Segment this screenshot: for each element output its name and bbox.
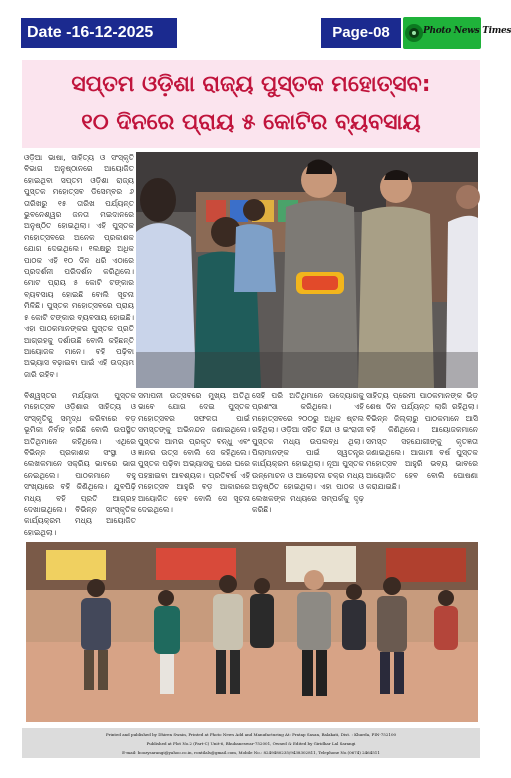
publication-logo: [403, 17, 511, 49]
imprint-line-2: Published at Plot No.2 (Part-C) Unit-6, Bhubaneswar-752001, Owned & Edited by Giridhar Lal Sarangi: [146, 741, 356, 746]
article-column-left: ଓଡ଼ିଆ ଭାଷା, ସାହିତ୍ୟ ଓ ସଂସ୍କୃତି ବିଭାଗ ଅନୁଷ୍ଠାନରେ ଆୟୋଜିତ ହୋଇଥିବା ସପ୍ତମ ଓଡ଼ିଶା ରାଜ୍ୟ ପୁସ୍ତକ ମହୋତ୍ସବ ଡିସେମ୍ବର ୬ ତାରିଖରୁ ୧୫ ତାରିଖ ପର୍ଯ୍ୟନ୍ତ ଭୁବନେଶ୍ୱର ଜନତା ମଇଦାନରେ ଅନୁଷ୍ଠିତ ହୋଇଥିଲା। ଏହି ପୁସ୍ତକ ମହୋତ୍ସବରେ ଅନେକ ପ୍ରକାଶକ ଯୋଗ ଦେଇଥିଲେ। ୧ଲକ୍ଷରୁ ଅଧିକ ପାଠକ ଏହି ୧୦ ଦିନ ଧରି ଏଠାରେ ପ୍ରଦର୍ଶନୀ ପରିଦର୍ଶନ କରିଥିଲେ। ମୋଟ ପ୍ରାୟ ୫ କୋଟି ଟଙ୍କାର ବ୍ୟବସାୟ ହୋଇଛି ବୋଲି ସୂଚନା ମିଳିଛି। ପୁସ୍ତକ ମହୋତ୍ସବରେ ପ୍ରାୟ ୫ କୋଟି ଟଙ୍କାର ବ୍ୟବସାୟ ହୋଇଛି। ଏହା ପାଠକମାନଙ୍କର ପୁସ୍ତକ ପ୍ରତି ଆଗ୍ରହକୁ ଦର୍ଶାଉଛି ବୋଲି କହିଛନ୍ତି ଆୟୋଜକ ମାନେ। ବହି ପଢ଼ିବା ଅଭ୍ୟାସ ବଢ଼ାଇବା ପାଇଁ ଏହି ଉଦ୍ୟମ ଜାରି ରହିବ।: [24, 153, 134, 379]
issue-date: Date -16-12-2025: [21, 18, 177, 48]
headline-line-2: ୧୦ ଦିନରେ ପ୍ରାୟ ୫ କୋଟିର ବ୍ୟବସାୟ: [81, 110, 421, 135]
imprint-footer: [22, 728, 480, 758]
headline-box: [22, 60, 480, 148]
imprint-line-1: Printed and published by Dhiren Swain, Printed at Photo News Add and Manufacturing At: Pratap Sasan, Balakati, Dist. : Khurda, PIN-752100: [105, 732, 397, 737]
headline-line-1: ସପ୍ତମ ଓଡ଼ିଶା ରାଜ୍ୟ ପୁସ୍ତକ ମହୋତ୍ସବ:: [71, 72, 431, 97]
article-column-1: ବିଶ୍ୱସ୍ତର ମର୍ଯ୍ୟାଦା ପୁସ୍ତକ ମହୋତ୍ସବ ଓଡ଼ିଶାର ସାହିତ୍ୟ ଓ ସଂସ୍କୃତିକୁ ସମୃଦ୍ଧ କରିବାରେ ବଡ଼ ଭୂମିକା ନିର୍ବାହ କରିଛି ବୋଲି ଉପସ୍ଥିତ ଅତିଥିମାନେ କହିଥିଲେ। ଏଥିରେ ବିଭିନ୍ନ ପ୍ରକାଶକ ସଂସ୍ଥା ଓ ଲେଖକମାନେ ସକ୍ରିୟ ଭାବରେ ଭାଗ ନେଇଥିଲେ। ପାଠକମାନେ ବହୁ ସଂଖ୍ୟାରେ ବହି କିଣିଥିଲେ। ଯୁବପିଢ଼ି ମଧ୍ୟ ବହି ପ୍ରତି ଆଗ୍ରହ ଦେଖାଇଥିଲେ। ବିଭିନ୍ନ ସାଂସ୍କୃତିକ କାର୍ଯ୍ୟକ୍ରମ ମଧ୍ୟ ଆୟୋଜିତ ହୋଇଥିଲା।: [24, 391, 136, 537]
logo-text: Photo News Times: [423, 26, 511, 36]
page-number: Page-08: [321, 18, 401, 48]
headline: [22, 66, 480, 142]
event-photo-top: [136, 152, 478, 388]
article-column-3: ସେହି ପରି ଅତିଥିମାନେ ଉଦ୍ୟୋଗକୁ ପ୍ରଶଂସା କରିଥିଲେ। ଏହି ମହୋତ୍ସବରେ ୨୦୦ରୁ ଅଧିକ ଷ୍ଟଲ ରହିଥିଲା। ଓଡ଼ିଆ ସହିତ ହିନ୍ଦୀ ଓ ଇଂରାଜୀ ପୁସ୍ତକ ମଧ୍ୟ ଉପଲବ୍ଧ ଥିଲା। ପିଲାମାନଙ୍କ ପାଇଁ ସ୍ୱତନ୍ତ୍ର କାର୍ଯ୍ୟକ୍ରମ ହୋଇଥିଲା। ନୂଆ ପୁସ୍ତକ ଉନ୍ମୋଚନ ଓ ଆଲୋଚନା ଚକ୍ର ମଧ୍ୟ ଅନୁଷ୍ଠିତ ହୋଇଥିଲା। ଏହା ପାଠକ ଓ ଲେଖକଙ୍କ ମଧ୍ୟରେ ସମ୍ପର୍କକୁ ଦୃଢ଼ କରିଛି।: [252, 391, 364, 515]
article-column-4: ସାହିତ୍ୟ ପ୍ରେମୀ ପାଠକମାନଙ୍କ ଭିଡ଼ ଶେଷ ଦିନ ପର୍ଯ୍ୟନ୍ତ ଲାଗି ରହିଥିଲା। ବିଭିନ୍ନ ଜିଲ୍ଲାରୁ ପାଠକମାନେ ଆସି ବହି କିଣିଥିଲେ। ଆୟୋଜକମାନେ ସମସ୍ତ ସହଯୋଗୀଙ୍କୁ କୃତଜ୍ଞତା ଜଣାଇଥିଲେ। ଆଗାମୀ ବର୍ଷ ପୁସ୍ତକ ମହୋତ୍ସବ ଆହୁରି ଭବ୍ୟ ଭାବରେ ଆୟୋଜିତ ହେବ ବୋଲି ଘୋଷଣା କରାଯାଇଛି।: [366, 391, 478, 492]
imprint-line-3: E-mail: boozysarangi@yahoo.co.in, rontilals@gmail.com, Mobile No.: 8249480235/9438302811, Telephone No.(0674) 2464511: [122, 750, 380, 755]
article-column-2: ସମାପନୀ ଉତ୍ସବରେ ମୁଖ୍ୟ ଅତିଥି ଭାବେ ଯୋଗ ଦେଇ ପୁସ୍ତକ ମହୋତ୍ସବର ସଫଳତା ପାଇଁ ସମସ୍ତଙ୍କୁ ଅଭିନନ୍ଦନ ଜଣାଇଥିଲେ। ପୁସ୍ତକ ଆମର ପ୍ରକୃତ ବନ୍ଧୁ ଏବଂ ଜ୍ଞାନର ଉତ୍ସ ବୋଲି ସେ କହିଥିଲେ। ପୁସ୍ତକ ପଢ଼ିବା ଅଭ୍ୟାସକୁ ଘରେ ଘରେ ପହଞ୍ଚାଇବା ଆବଶ୍ୟକ। ପ୍ରତିବର୍ଷ ଏହି ମହୋତ୍ସବ ଆହୁରି ବଡ଼ ଆକାରରେ ଆୟୋଜିତ ହେବ ବୋଲି ସେ ସୂଚନା ଦେଇଥିଲେ।: [138, 391, 250, 515]
event-photo-bottom: [26, 542, 478, 722]
